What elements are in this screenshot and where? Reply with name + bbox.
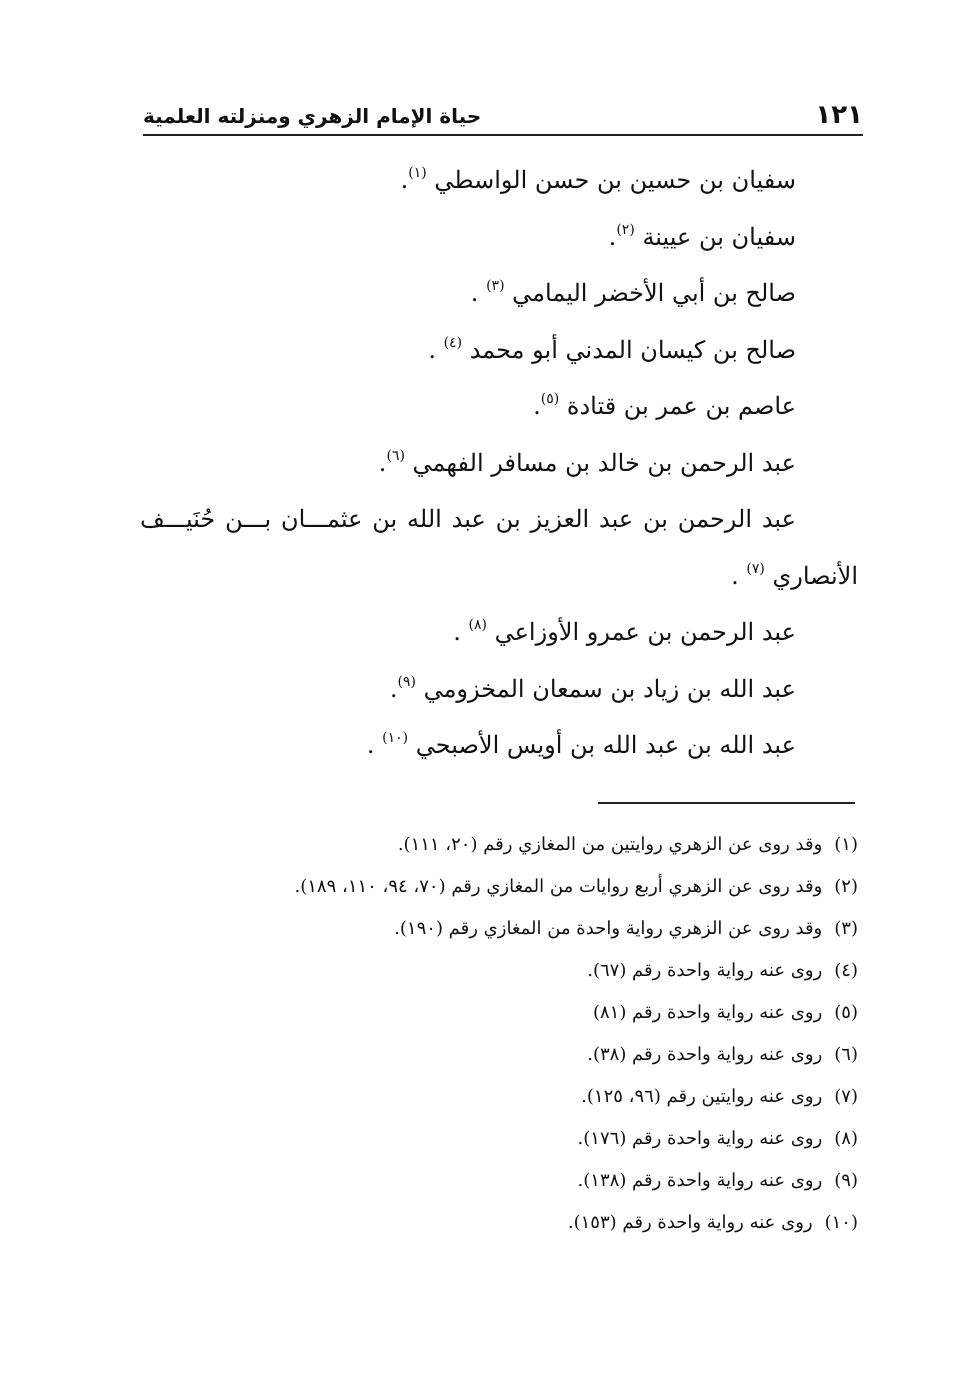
footnote-number: (٣) [834,918,858,939]
narrator-entry: سفيان بن عيينة $^{(٢)}$. [608,221,796,251]
footnote-number: (٤) [834,960,858,981]
footnote-number: (٢) [834,876,858,897]
footnote [140,1160,858,1202]
narrator-entry: صالح بن كيسان المدني أبو محمد $^{(٤)}$ . [428,334,796,364]
footnote [140,824,858,866]
footnote [140,908,858,950]
footnotes [140,824,858,1244]
footnote [140,1034,858,1076]
footnote-text: وقد روى عن الزهري رواية واحدة من المغازي رقم (١٩٠). [394,918,823,939]
narrator-list [140,145,858,767]
narrator-entry: عاصم بن عمر بن قتادة $^{(٥)}$. [533,391,796,420]
footnote-ref: (١٠) [382,730,409,746]
footnote-ref: (٩) [397,673,416,690]
footnote [140,1202,858,1244]
footnote-ref: (٤) [443,334,463,351]
footnote-ref: (٨) [468,617,487,633]
footnote [140,950,858,992]
footnote-text: روى عنه روايتين رقم (٩٦، ١٢٥). [581,1086,823,1107]
footnote-ref: (٢) [616,221,635,238]
footnote-number: (٥) [834,1002,858,1023]
footnote-text: وقد روى عن الزهري روايتين من المغازي رقم (٢٠، ١١١). [397,834,823,855]
footnote-text: روى عنه رواية واحدة رقم (٣٨). [587,1044,823,1065]
footnote-number: (١) [834,834,858,855]
narrator-entry: عبد الرحمن بن عمرو الأوزاعي $^{(٨)}$ . [453,617,796,646]
footnote-ref: (٥) [540,391,560,407]
footnote-number: (٩) [834,1170,858,1191]
narrator-entry: عبد الله بن عبد الله بن أويس الأصبحي $^{(١٠)}$ . [366,730,796,759]
footnote-ref: (٦) [386,447,405,464]
footnote-number: (١٠) [824,1212,858,1233]
footnote-number: (٦) [834,1044,858,1065]
narrator-entry: صالح بن أبي الأخضر اليمامي $^{(٣)}$ . [470,278,796,307]
narrator-entry: عبد الرحمن بن خالد بن مسافر الفهمي $^{(٦)}$. [378,447,796,477]
footnote-text: روى عنه رواية واحدة رقم (١٧٦). [577,1128,823,1149]
footnote-text: وقد روى عن الزهري أربع روايات من المغازي رقم (٧٠، ٩٤، ١١٠، ١٨٩). [294,876,823,897]
running-title: حياة الإمام الزهري ومنزلته العلمية [143,104,482,128]
footnote-text: روى عنه رواية واحدة رقم (١٣٨). [577,1170,823,1191]
footnote-text: روى عنه رواية واحدة رقم (٨١) [592,1002,823,1023]
narrator-entry: عبد الله بن زياد بن سمعان المخزومي $^{(٩)}$. [389,673,796,703]
footnote [140,992,858,1034]
narrator-entry: عبد الرحمن بن عبد العزيز بن عبد الله بن عثمـــان بـــن حُنَيـــف [140,505,796,533]
page-header [143,98,863,136]
footnote-text: روى عنه رواية واحدة رقم (٦٧). [587,960,823,981]
narrator-entry: سفيان بن حسين بن حسن الواسطي $^{(١)}$. [400,165,796,194]
page-number: ١٢١ [815,100,863,130]
narrator-entry-continuation: الأنصاري $^{(٧)}$ . [731,560,858,590]
footnote [140,1118,858,1160]
footnote-ref: (١) [408,165,427,181]
footnote-number: (٨) [834,1128,858,1149]
footnote [140,866,858,908]
footnote-ref: (٧) [746,560,765,577]
footnote-text: روى عنه رواية واحدة رقم (١٥٣). [567,1212,813,1233]
footnote-separator [598,802,855,804]
footnote [140,1076,858,1118]
footnote-number: (٧) [834,1086,858,1107]
footnote-ref: (٣) [486,278,505,294]
